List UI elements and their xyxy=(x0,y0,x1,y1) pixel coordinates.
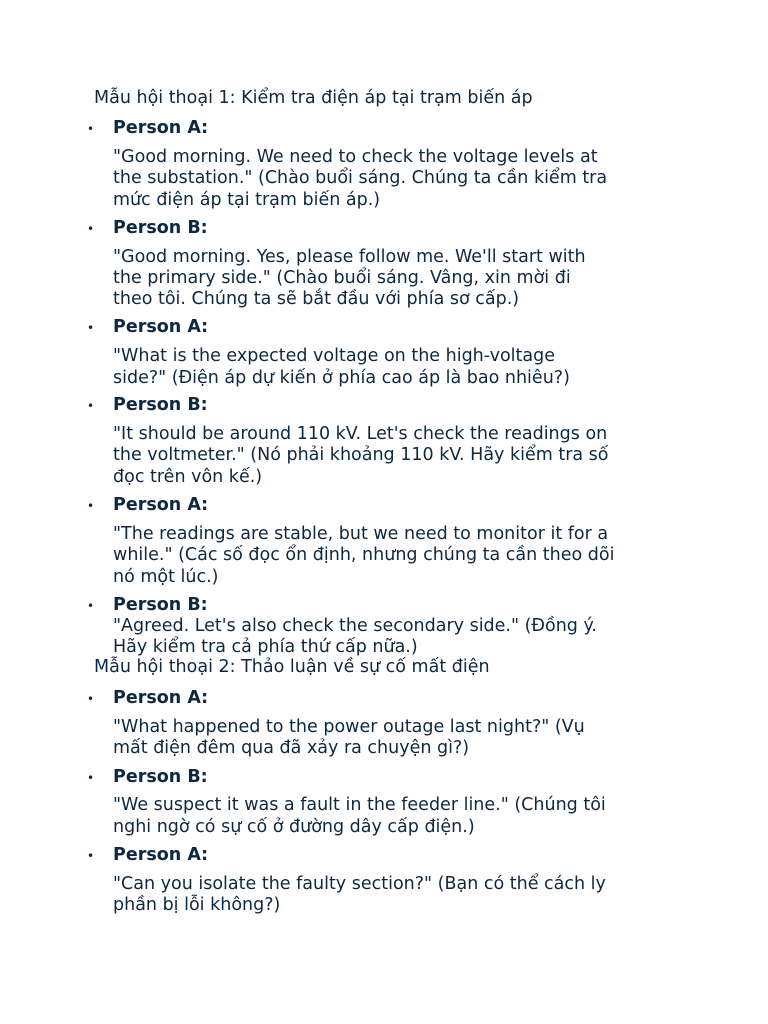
dialogue-line: "What happened to the power outage last night?" (Vụ xyxy=(113,717,585,737)
dialogue-2-heading: Mẫu hội thoại 2: Thảo luận về sự cố mất điện xyxy=(94,657,490,677)
bullet-marker: • xyxy=(87,599,95,613)
dialogue-line: "Agreed. Let's also check the secondary side." (Đồng ý. xyxy=(113,616,597,636)
dialogue-line: "It should be around 110 kV. Let's check the readings on xyxy=(113,424,608,444)
bullet-marker: • xyxy=(87,222,95,236)
dialogue-line: mức điện áp tại trạm biến áp.) xyxy=(113,190,381,210)
speaker-label: Person A: xyxy=(113,118,209,138)
dialogue-1-heading: Mẫu hội thoại 1: Kiểm tra điện áp tại trạm biến áp xyxy=(94,88,533,108)
bullet-marker: • xyxy=(87,499,95,513)
dialogue-line: "Good morning. Yes, please follow me. We'll start with xyxy=(113,247,586,267)
bullet-marker: • xyxy=(87,399,95,413)
dialogue-line: nó một lúc.) xyxy=(113,567,219,587)
bullet-marker: • xyxy=(87,771,95,785)
dialogue-line: "What is the expected voltage on the high-voltage xyxy=(113,346,556,366)
speaker-label: Person B: xyxy=(113,218,208,238)
dialogue-line: while." (Các số đọc ổn định, nhưng chúng ta cần theo dõi xyxy=(113,545,615,565)
speaker-label: Person B: xyxy=(113,595,208,615)
dialogue-line: đọc trên vôn kế.) xyxy=(113,467,263,487)
bullet-marker: • xyxy=(87,692,95,706)
dialogue-line: theo tôi. Chúng ta sẽ bắt đầu với phía sơ cấp.) xyxy=(113,289,520,309)
speaker-label: Person B: xyxy=(113,395,208,415)
dialogue-line: the primary side." (Chào buổi sáng. Vâng, xin mời đi xyxy=(113,268,571,288)
speaker-label: Person A: xyxy=(113,845,209,865)
dialogue-line: mất điện đêm qua đã xảy ra chuyện gì?) xyxy=(113,738,470,758)
dialogue-line: the voltmeter." (Nó phải khoảng 110 kV. Hãy kiểm tra số xyxy=(113,445,609,465)
speaker-label: Person B: xyxy=(113,767,208,787)
dialogue-line: "Can you isolate the faulty section?" (Bạn có thể cách ly xyxy=(113,874,606,894)
dialogue-line: "The readings are stable, but we need to monitor it for a xyxy=(113,524,609,544)
dialogue-line: phần bị lỗi không?) xyxy=(113,895,281,915)
dialogue-line: side?" (Điện áp dự kiến ở phía cao áp là bao nhiêu?) xyxy=(113,368,570,388)
bullet-marker: • xyxy=(87,122,95,136)
speaker-label: Person A: xyxy=(113,317,209,337)
speaker-label: Person A: xyxy=(113,495,209,515)
speaker-label: Person A: xyxy=(113,688,209,708)
dialogue-line: the substation." (Chào buổi sáng. Chúng ta cần kiểm tra xyxy=(113,168,608,188)
dialogue-line: "Good morning. We need to check the voltage levels at xyxy=(113,147,598,167)
dialogue-line: "We suspect it was a fault in the feeder line." (Chúng tôi xyxy=(113,795,606,815)
bullet-marker: • xyxy=(87,321,95,335)
dialogue-line: Hãy kiểm tra cả phía thứ cấp nữa.) xyxy=(113,637,418,657)
bullet-marker: • xyxy=(87,849,95,863)
dialogue-line: nghi ngờ có sự cố ở đường dây cấp điện.) xyxy=(113,817,475,837)
